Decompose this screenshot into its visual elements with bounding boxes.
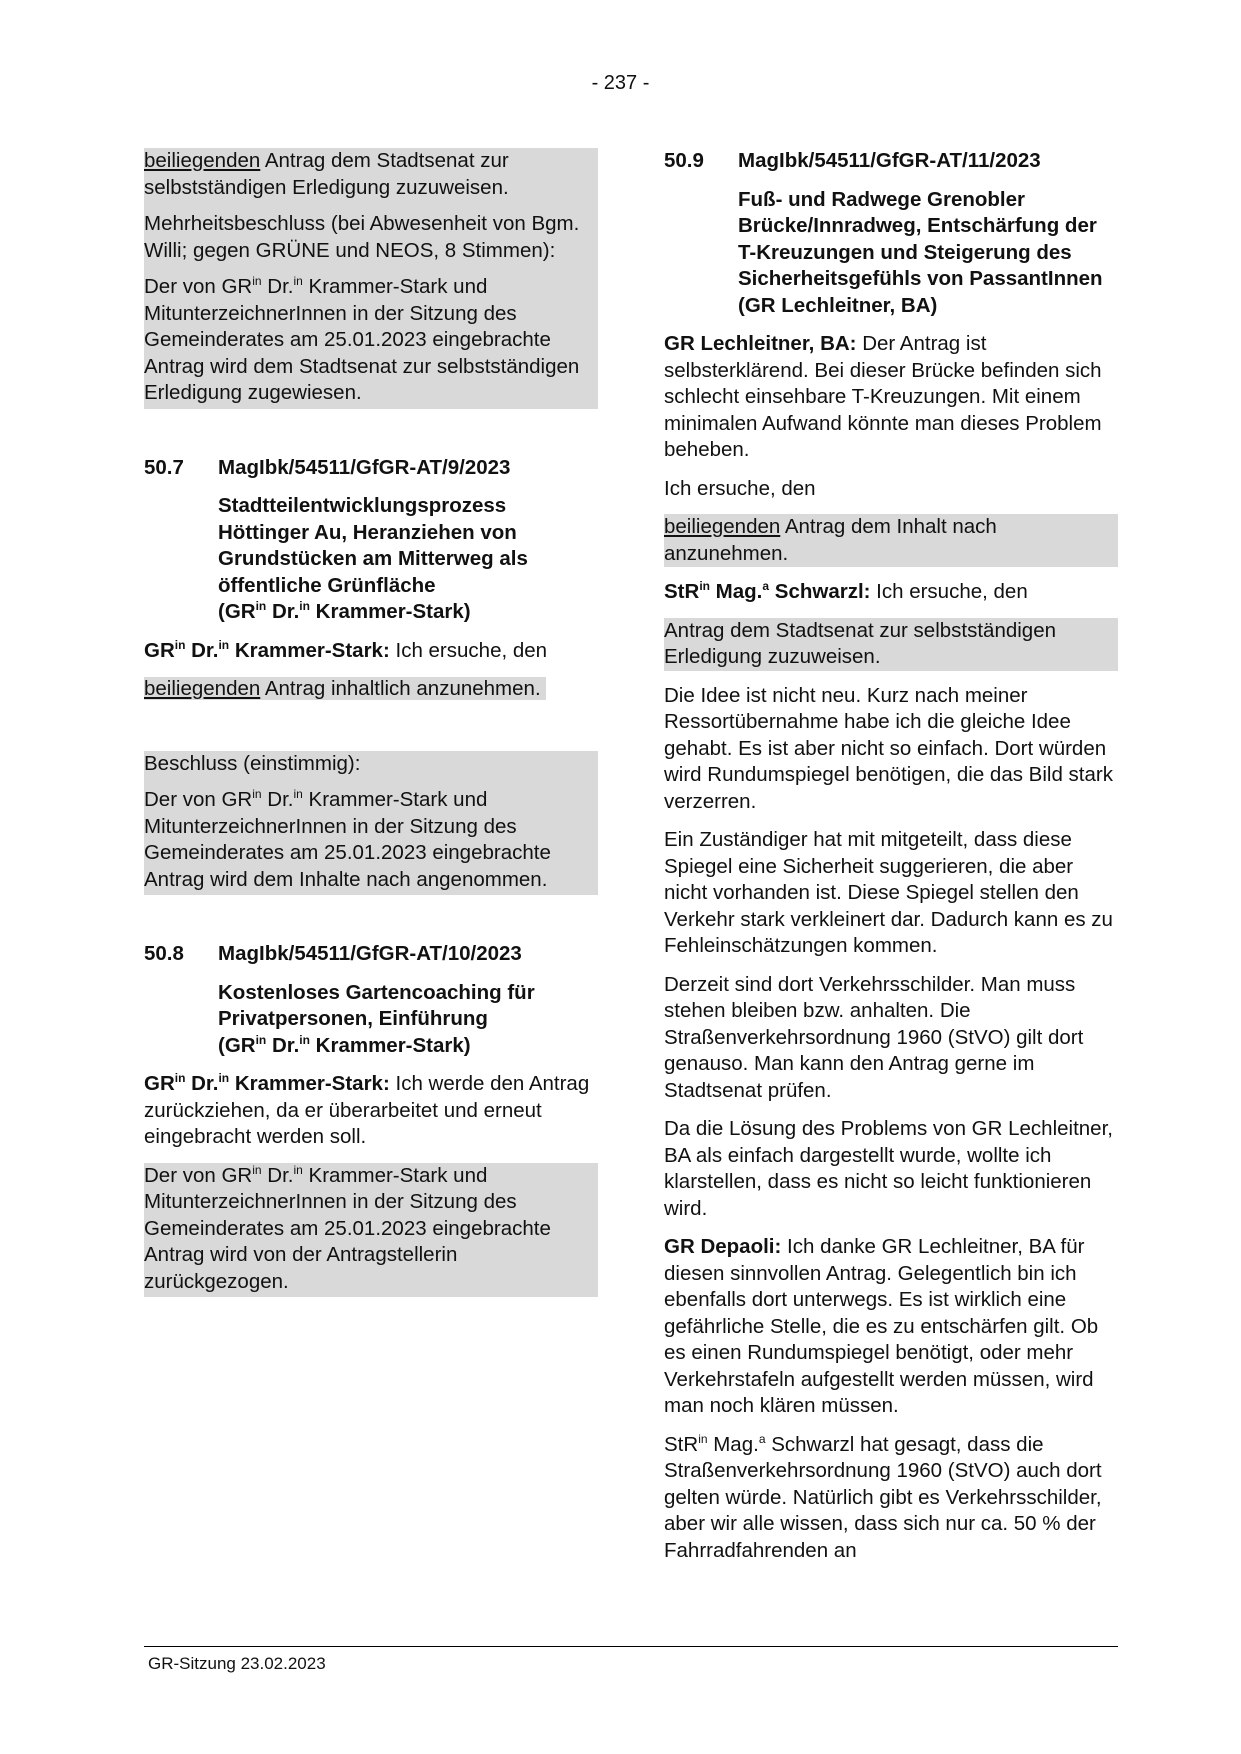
item-50-7-decision — [144, 751, 598, 896]
speech-depaoli: GR Depaoli: Ich danke GR Lechleitner, BA für diesen sinnvollen Antrag. Gelegentlich bin ich ebenfalls dort unterwegs. Es ist wirklich eine gefährliche Stelle, die es zu entschärfen gilt. Ob es einen Rundumspiegel benötigt, oder mehr Verkehrstafeln aufgestellt werden müssen, wird man noch klären müssen. — [664, 1235, 1099, 1417]
item-50-7-heading: 50.7 MagIbk/54511/GfGR-AT/9/2023 — [144, 455, 511, 479]
item-50-8-result: Der von $GR^{in}$ Dr.$^{in}$ Krammer-Stark und MitunterzeichnerInnen in der Sitzung des Gemeinderates am 25.01.2023 eingebrachte Antrag wird von der Antragstellerin zurückgezogen. — [144, 1162, 551, 1293]
right-column — [664, 148, 1118, 1576]
item-50-7-result: Der von $GR^{in}$ Dr.$^{in}$ Krammer-Stark und MitunterzeichnerInnen in der Sitzung des Gemeinderates am 25.01.2023 eingebrachte Antrag wird dem Inhalte nach angenommen. — [144, 787, 551, 891]
attachment-link: beiliegenden — [144, 149, 261, 172]
motion-schwarzl: Antrag dem Stadtsenat zur selbstständigen Erledigung zuzuweisen. — [664, 618, 1118, 671]
item-50-9-heading: 50.9 MagIbk/54511/GfGR-AT/11/2023 — [664, 149, 1041, 172]
item-50-8-speech: $GR^{in}$ Dr.$^{in}$ Krammer-Stark: Ich werde den Antrag zurückziehen, da er überarbeitet und erneut eingebracht werden soll. — [144, 1071, 590, 1148]
paragraph-4: Da die Lösung des Problems von GR Lechleitner, BA als einfach dargestellt wurde, wollte ich klarstellen, dass es nicht so leicht funktionieren wird. — [664, 1117, 1113, 1220]
paragraph-1: Die Idee ist nicht neu. Kurz nach meiner Ressortübernahme habe ich die gleiche Idee gehabt. Es ist aber nicht so einfach. Dort würden wird Rundumspiegel benötigen, die das Bild stark verzerren. — [664, 683, 1113, 813]
shaded-block-continued — [144, 148, 598, 409]
item-50-7-title: Stadtteilentwicklungsprozess Höttinger Au, Heranziehen von Grundstücken am Mitterweg als öffentliche Grünfläche ($GR^{in}$ Dr.$^{in}$ Krammer-Stark) — [218, 494, 528, 623]
item-50-9-title: Fuß- und Radwege Grenobler Brücke/Innradweg, Entschärfung der T-Kreuzungen und Steigerung des Sicherheitsgefühls von PassantInnen (GR Lechleitner, BA) — [738, 187, 1103, 317]
item-50-7-motion: beiliegenden Antrag inhaltlich anzunehmen. — [144, 676, 598, 703]
continued-motion: beiliegenden Antrag dem Stadtsenat zur selbstständigen Erledigung zuzuweisen. — [144, 149, 509, 199]
speech-lechleitner: GR Lechleitner, BA: Der Antrag ist selbsterklärend. Bei dieser Brücke befinden sich schlecht einsehbare T-Kreuzungen. Mit einem minimalen Aufwand könnte man dieses Problem beheben. — [664, 332, 1102, 461]
footer-session: GR-Sitzung 23.02.2023 — [148, 1654, 326, 1673]
item-50-8-decision — [144, 1163, 598, 1298]
item-50-8-title: Kostenloses Gartencoaching für Privatpersonen, Einführung ($GR^{in}$ Dr.$^{in}$ Krammer-Stark) — [218, 980, 535, 1057]
continued-vote: Mehrheitsbeschluss (bei Abwesenheit von Bgm. Willi; gegen GRÜNE und NEOS, 8 Stimmen): — [144, 212, 580, 262]
item-50-7-vote: Beschluss (einstimmig): — [144, 751, 361, 775]
continued-result: Der von $GR^{in}$ Dr.$^{in}$ Krammer-Stark und MitunterzeichnerInnen in der Sitzung des Gemeinderates am 25.01.2023 eingebrachte Antrag wird dem Stadtsenat zur selbstständigen Erledigung zugewiesen. — [144, 274, 580, 404]
left-column — [144, 148, 598, 1297]
item-50-7-speech: $GR^{in}$ Dr.$^{in}$ Krammer-Stark: Ich ersuche, den — [144, 637, 548, 662]
speech-schwarzl: StR$^{in}$ Mag.$^a$ Schwarzl: Ich ersuche, den — [664, 579, 1028, 603]
paragraph-2: Ein Zuständiger hat mit mitgeteilt, dass diese Spiegel eine Sicherheit suggerieren, die aber nicht vorhanden ist. Diese Spiegel stellen den Verkehr stark verkleinert dar. Dadurch kann es zu Fehleinschätzungen kommen. — [664, 828, 1113, 957]
paragraph-3: Derzeit sind dort Verkehrsschilder. Man muss stehen bleiben bzw. anhalten. Die Straßenverkehrsordnung 1960 (StVO) gilt dort genauso. Man kann den Antrag gerne im Stadtsenat prüfen. — [664, 972, 1084, 1102]
item-50-8-heading: 50.8 MagIbk/54511/GfGR-AT/10/2023 — [144, 942, 522, 965]
request-lechleitner: Ich ersuche, den — [664, 476, 816, 500]
paragraph-5: StR$^{in}$ Mag.$^a$ Schwarzl hat gesagt, dass die Straßenverkehrsordnung 1960 (StVO) auch dort gelten würde. Natürlich gibt es Verkehrsschilder, aber wir alle wissen, dass sich nur ca. 50 % der Fahrradfahrenden an — [664, 1431, 1102, 1562]
footer-divider — [144, 1646, 1118, 1647]
page-number: - 237 - — [591, 72, 650, 94]
motion-lechleitner: beiliegenden Antrag dem Inhalt nach anzunehmen. — [664, 514, 1118, 567]
